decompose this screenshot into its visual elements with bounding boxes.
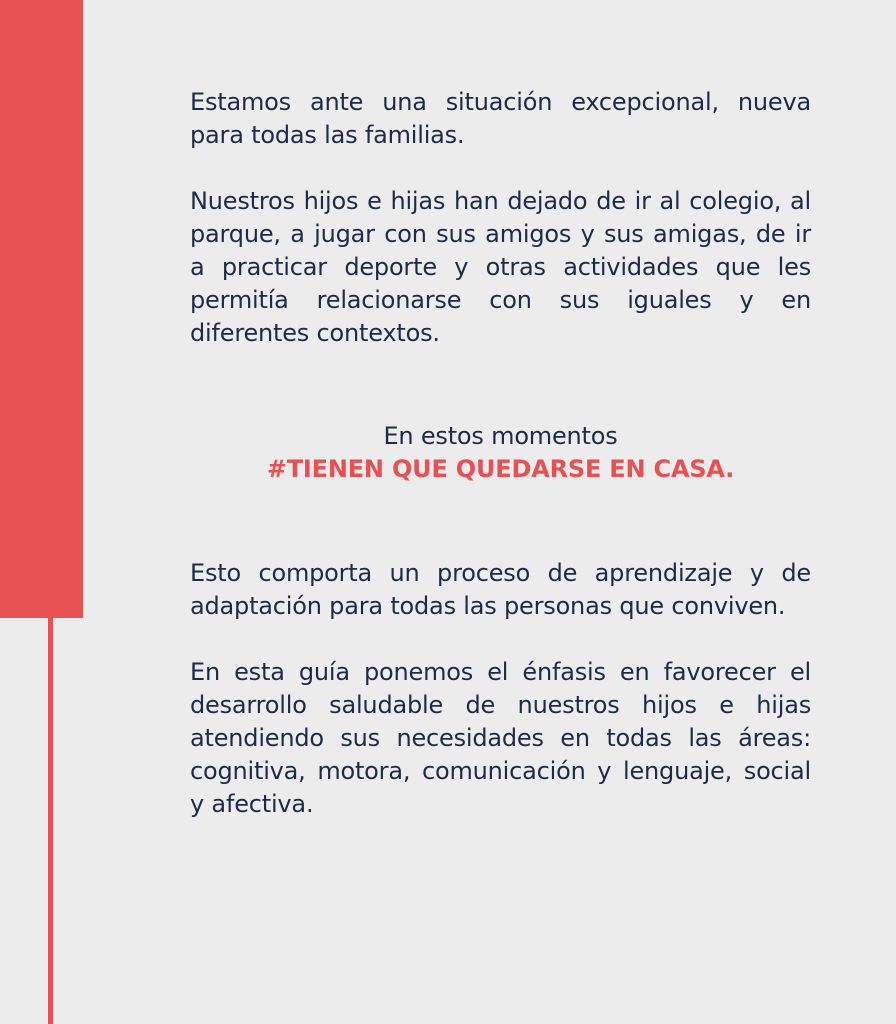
callout-hashtag: #TIENEN QUE QUEDARSE EN CASA. [266, 455, 735, 483]
callout [190, 420, 811, 486]
callout-line: En estos momentos [383, 422, 618, 450]
paragraph-adaptation: Esto comporta un proceso de aprendizaje y de adaptación para todas las personas que conviven. [190, 559, 811, 620]
paragraph-children-context: Nuestros hijos e hijas han dejado de ir al colegio, al parque, a jugar con sus amigos y sus amigas, de ir a practicar deporte y otras actividades que les permitía relacionarse con sus iguales y en diferentes contextos. [190, 187, 811, 347]
paragraph-guide-focus: En esta guía ponemos el énfasis en favorecer el desarrollo saludable de nuestros hijos e hijas atendiendo sus necesidades en todas las áreas: cognitiva, motora, comunicación y lenguaje, social y afectiva. [190, 658, 811, 818]
decorative-red-block [0, 0, 83, 618]
paragraph-intro: Estamos ante una situación excepcional, nueva para todas las familias. [190, 88, 811, 149]
decorative-red-line [48, 618, 53, 1024]
document-body [190, 86, 811, 821]
